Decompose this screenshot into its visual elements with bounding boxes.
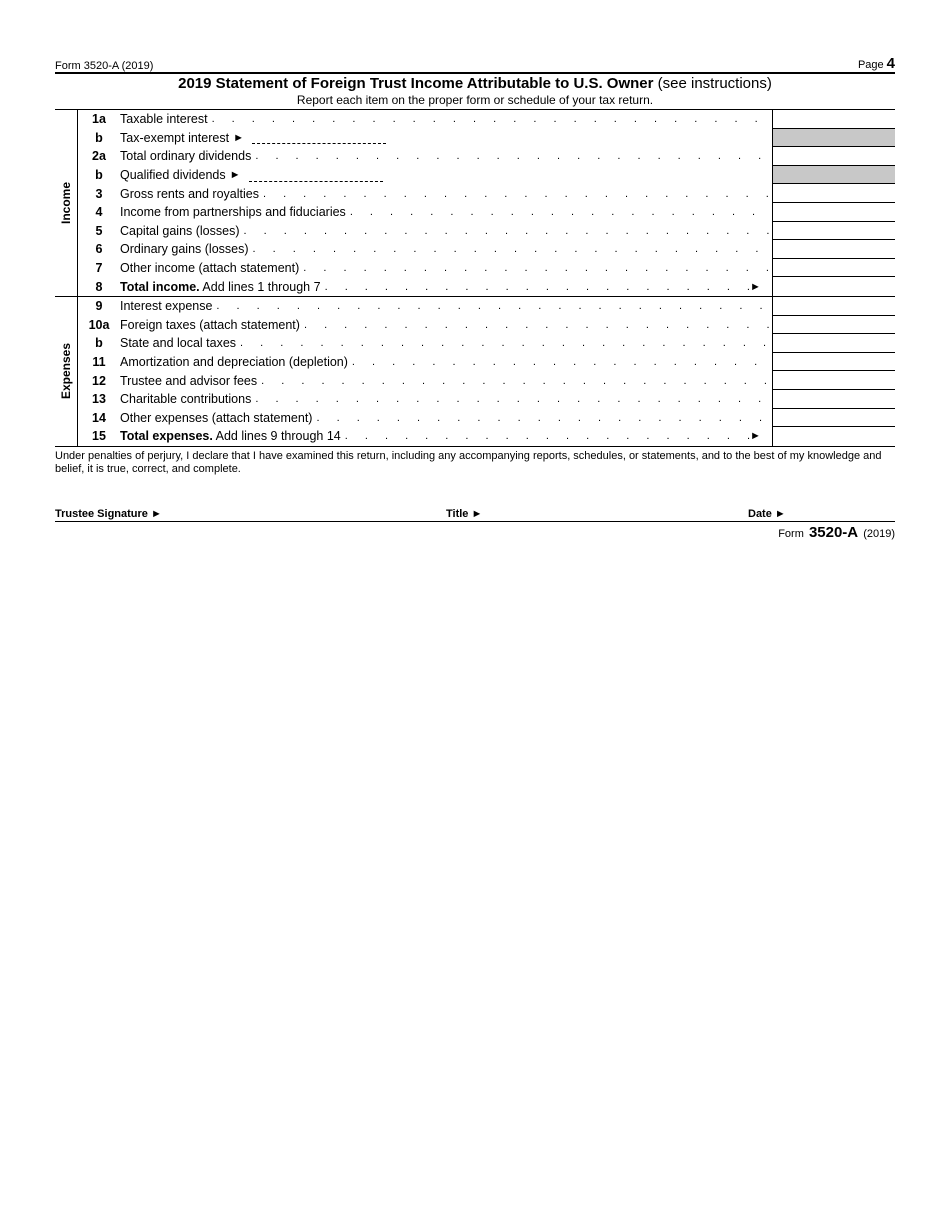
page-label: Page: [857, 59, 884, 71]
line-number: b: [95, 336, 103, 351]
leader-dots: [346, 206, 772, 218]
line-label: [120, 280, 321, 294]
leader-dots: [240, 225, 773, 237]
form-label: Form 3520-A (2019): [55, 60, 154, 72]
line-number: 9: [95, 299, 103, 314]
page-indicator: [858, 55, 895, 72]
line-number: 11: [92, 355, 106, 370]
line-1a-amount-field[interactable]: [772, 110, 895, 129]
footer-year: (2019): [863, 527, 895, 540]
line-description: [120, 355, 772, 369]
line-number: 10a: [88, 317, 110, 332]
line-description: [120, 261, 772, 275]
income-section-label: Income: [59, 181, 73, 224]
line-label: Interest expense: [120, 299, 213, 314]
line-5-row: [78, 222, 895, 241]
expenses-section: [55, 297, 895, 447]
statement-title-note: (see instructions): [653, 75, 772, 92]
line-description: [120, 299, 772, 313]
date-label: Date ►: [748, 507, 786, 520]
line-8-row: [78, 277, 895, 296]
line-label: Qualified dividends: [120, 168, 226, 183]
footer-form-number: 3520-A: [808, 523, 859, 541]
line-description: [120, 429, 772, 443]
line-description: [120, 187, 772, 201]
line-number: 15: [92, 429, 106, 444]
leader-dots: [341, 430, 750, 442]
perjury-declaration: Under penalties of perjury, I declare that I have examined this return, including any accompanying reports, schedules, or statements, and to the best of my knowledge and belief, it is true, correct, and complete.: [55, 449, 882, 475]
leader-dots: [321, 281, 750, 293]
leader-dots: [299, 262, 772, 274]
leader-dots: [312, 412, 772, 424]
line-description: [120, 149, 772, 163]
form-footer: [55, 522, 895, 541]
line-10a-amount-field[interactable]: [772, 316, 895, 335]
line-1b-shaded-cell: [772, 129, 895, 148]
leader-dots: [236, 337, 772, 349]
line-label: Amortization and depreciation (depletion): [120, 355, 348, 370]
line-label-rest: Add lines 1 through 7: [199, 279, 321, 294]
line-label: Taxable interest: [120, 112, 208, 127]
income-side-label: [55, 110, 78, 296]
expenses-side-label: [55, 297, 78, 446]
line-1b-inline-amount-field[interactable]: [252, 131, 386, 144]
line-15-row: [78, 427, 895, 446]
leader-dots: [251, 393, 772, 405]
title-label: Title ►: [446, 507, 483, 520]
line-7-amount-field[interactable]: [772, 259, 895, 278]
line-description: [120, 280, 772, 294]
line-label: Charitable contributions: [120, 392, 252, 407]
line-description: [120, 374, 772, 388]
line-label: Other income (attach statement): [120, 261, 300, 276]
line-label: Capital gains (losses): [120, 223, 240, 238]
line-12-row: [78, 371, 895, 390]
line-label-bold: Total income.: [120, 279, 200, 294]
line-10a-row: [78, 316, 895, 335]
line-12-amount-field[interactable]: [772, 371, 895, 390]
trustee-signature-label: Trustee Signature ►: [55, 507, 162, 520]
line-number: 5: [95, 223, 103, 238]
line-4-row: [78, 203, 895, 222]
line-number: b: [95, 168, 103, 183]
expenses-lines: [78, 297, 895, 446]
line-label-bold: Total expenses.: [120, 429, 213, 444]
form-page: [55, 52, 895, 541]
line-13-amount-field[interactable]: [772, 390, 895, 409]
line-label: Ordinary gains (losses): [120, 242, 249, 257]
line-2b-row: [78, 166, 895, 185]
line-label: Foreign taxes (attach statement): [120, 317, 300, 332]
line-4-amount-field[interactable]: [772, 203, 895, 222]
line-number: 14: [92, 410, 106, 425]
line-label: Tax-exempt interest: [120, 130, 230, 145]
line-2a-amount-field[interactable]: [772, 147, 895, 166]
line-14-amount-field[interactable]: [772, 409, 895, 428]
line-2b-shaded-cell: [772, 166, 895, 185]
statement-title-block: [55, 72, 895, 110]
leader-dots: [249, 243, 772, 255]
line-description: [120, 168, 772, 182]
leader-dots: [300, 319, 772, 331]
line-11-row: [78, 353, 895, 372]
line-5-amount-field[interactable]: [772, 222, 895, 241]
line-14-row: [78, 409, 895, 428]
line-label: Other expenses (attach statement): [120, 410, 313, 425]
line-7-row: [78, 259, 895, 278]
pointer-arrow-icon: ►: [233, 131, 244, 144]
line-label-rest: Add lines 9 through 14: [212, 429, 341, 444]
line-11-amount-field[interactable]: [772, 353, 895, 372]
line-number: 3: [95, 186, 103, 201]
leader-dots: [251, 150, 772, 162]
signature-line[interactable]: [55, 506, 895, 522]
line-10b-amount-field[interactable]: [772, 334, 895, 353]
line-label: Gross rents and royalties: [120, 186, 259, 201]
income-section: [55, 110, 895, 297]
line-label: [120, 429, 341, 443]
line-number: 13: [92, 392, 106, 407]
line-number: 4: [95, 205, 103, 220]
pointer-arrow-icon: ►: [750, 280, 761, 293]
expenses-section-label: Expenses: [59, 343, 73, 400]
line-3-row: [78, 184, 895, 203]
line-number: 12: [92, 373, 106, 388]
footer-form-word: Form: [778, 527, 804, 540]
line-number: 7: [95, 261, 103, 276]
line-2a-row: [78, 147, 895, 166]
statement-subtitle: Report each item on the proper form or schedule of your tax return.: [296, 93, 654, 107]
line-description: [120, 411, 772, 425]
line-13-row: [78, 390, 895, 409]
line-number: 2a: [92, 149, 106, 164]
leader-dots: [208, 113, 772, 125]
line-9-amount-field[interactable]: [772, 297, 895, 316]
leader-dots: [212, 300, 772, 312]
line-description: [120, 318, 772, 332]
page-header: [55, 52, 895, 72]
line-1b-row: [78, 129, 895, 148]
line-6-amount-field[interactable]: [772, 240, 895, 259]
line-description: [120, 131, 772, 145]
line-2b-inline-amount-field[interactable]: [249, 169, 383, 182]
line-description: [120, 392, 772, 406]
line-number: 6: [95, 242, 103, 257]
statement-title: [55, 75, 895, 93]
line-9-row: [78, 297, 895, 316]
line-description: [120, 112, 772, 126]
line-3-amount-field[interactable]: [772, 184, 895, 203]
income-lines: [78, 110, 895, 296]
line-description: [120, 224, 772, 238]
line-6-row: [78, 240, 895, 259]
line-10b-row: [78, 334, 895, 353]
statement-title-bold: 2019 Statement of Foreign Trust Income Attributable to U.S. Owner: [178, 75, 654, 92]
line-1a-row: [78, 110, 895, 129]
line-label: State and local taxes: [120, 336, 237, 351]
leader-dots: [257, 375, 772, 387]
line-number: b: [95, 130, 103, 145]
line-label: Trustee and advisor fees: [120, 373, 258, 388]
line-label: Total ordinary dividends: [120, 149, 252, 164]
line-description: [120, 242, 772, 256]
page-number: 4: [886, 55, 895, 72]
line-15-amount-field[interactable]: [772, 427, 895, 446]
pointer-arrow-icon: ►: [750, 430, 761, 443]
line-number: 8: [95, 279, 103, 294]
line-8-amount-field[interactable]: [772, 277, 895, 296]
line-number: 1a: [92, 112, 106, 127]
line-label: Income from partnerships and fiduciaries: [120, 205, 346, 220]
leader-dots: [259, 188, 772, 200]
pointer-arrow-icon: ►: [229, 169, 241, 182]
line-description: [120, 205, 772, 219]
line-description: [120, 336, 772, 350]
leader-dots: [348, 356, 772, 368]
